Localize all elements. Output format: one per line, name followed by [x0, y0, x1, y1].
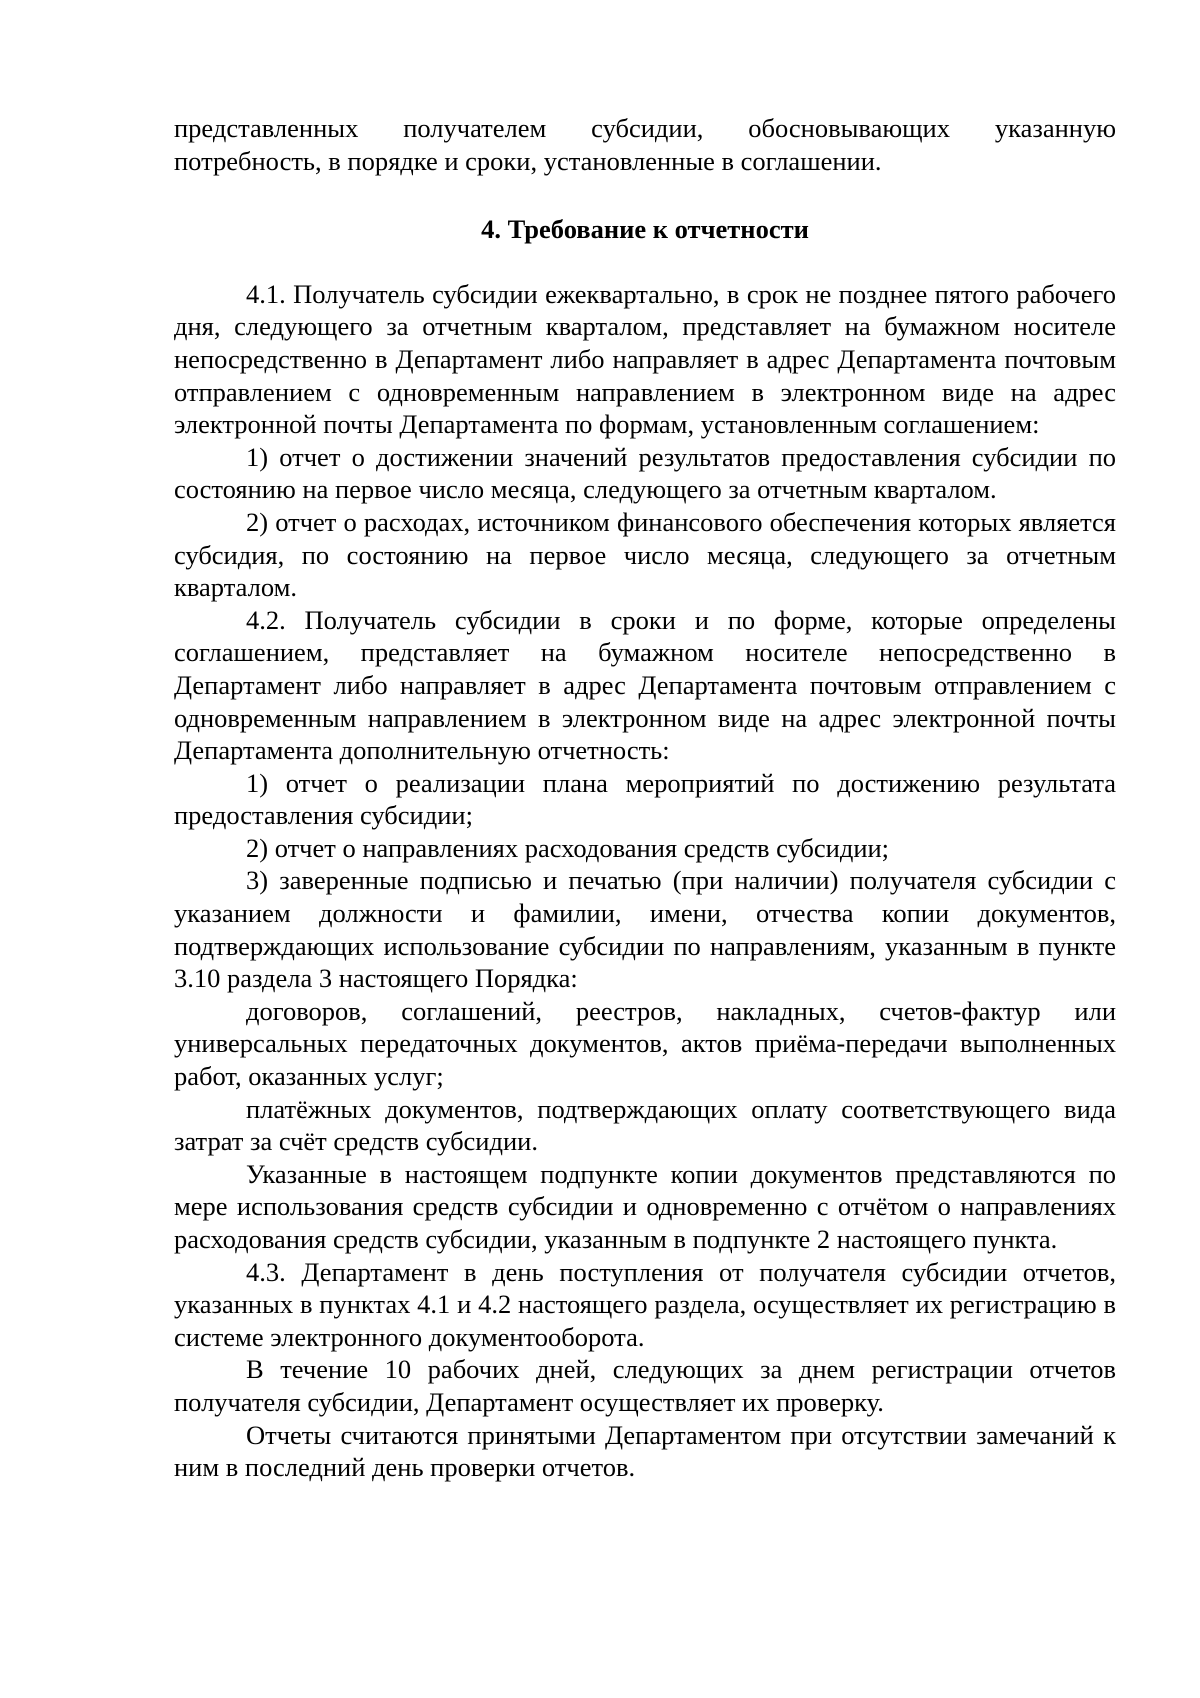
- paragraph-verification-period: В течение 10 рабочих дней, следующих за днем регистрации отчетов получателя субсидии, Департамент осуществляет их проверку.: [174, 1354, 1116, 1417]
- paragraph-acceptance: Отчеты считаются принятыми Департаментом при отсутствии замечаний к ним в последний день проверки отчетов.: [174, 1419, 1116, 1483]
- paragraph-documents-list-1: договоров, соглашений, реестров, накладных, счетов-фактур или универсальных передаточных документов, актов приёма-передачи выполненных работ, оказанных услуг;: [174, 995, 1116, 1092]
- spacer: [174, 177, 1116, 213]
- paragraph-4-1-item-1: 1) отчет о достижении значений результатов предоставления субсидии по состоянию на первое число месяца, следующего за отчетным кварталом.: [174, 441, 1116, 505]
- intro-paragraph: представленных получателем субсидии, обосновывающих указанную потребность, в порядке и сроки, установленные в соглашении.: [174, 113, 1116, 176]
- paragraph-copies-note: Указанные в настоящем подпункте копии документов представляются по мере использования средств субсидии и одновременно с отчётом о направлениях расходования средств субсидии, указанным в подпункте 2 настоящего пункта.: [174, 1158, 1116, 1254]
- paragraph-4-1-item-2: 2) отчет о расходах, источником финансового обеспечения которых является субсидия, по состоянию на первое число месяца, следующего за отчетным кварталом.: [174, 506, 1116, 603]
- paragraph-4-2: 4.2. Получатель субсидии в сроки и по форме, которые определены соглашением, представляет на бумажном носителе непосредственно в Департамент либо направляет в адрес Департамента почтовым отправлением с одновременным направлением в электронном виде на адрес электронной почты Департамента дополнительную отчетность:: [174, 604, 1116, 766]
- paragraph-4-3: 4.3. Департамент в день поступления от получателя субсидии отчетов, указанных в пунктах 4.1 и 4.2 настоящего раздела, осуществляет их регистрацию в системе электронного документооборота.: [174, 1256, 1116, 1352]
- spacer: [174, 246, 1116, 278]
- paragraph-4-2-item-3: 3) заверенные подписью и печатью (при наличии) получателя субсидии с указанием должности и фамилии, имени, отчества копии документов, подтверждающих использование субсидии по направлениям, указанным в пункте 3.10 раздела 3 настоящего Порядка:: [174, 865, 1116, 994]
- section-heading: 4. Требование к отчетности: [481, 214, 809, 245]
- paragraph-documents-list-2: платёжных документов, подтверждающих оплату соответствующего вида затрат за счёт средств субсидии.: [174, 1093, 1116, 1157]
- document-page: [174, 112, 1116, 1484]
- paragraph-4-1: 4.1. Получатель субсидии ежеквартально, в срок не позднее пятого рабочего дня, следующего за отчетным кварталом, представляет на бумажном носителе непосредственно в Департамент либо направляет в адрес Департамента почтовым отправлением с одновременным направлением в электронном виде на адрес электронной почты Департамента по формам, установленным соглашением:: [174, 278, 1116, 440]
- paragraph-4-2-item-1: 1) отчет о реализации плана мероприятий по достижению результата предоставления субсидии;: [174, 767, 1116, 831]
- paragraph-4-2-item-2: 2) отчет о направлениях расходования средств субсидии;: [246, 832, 890, 863]
